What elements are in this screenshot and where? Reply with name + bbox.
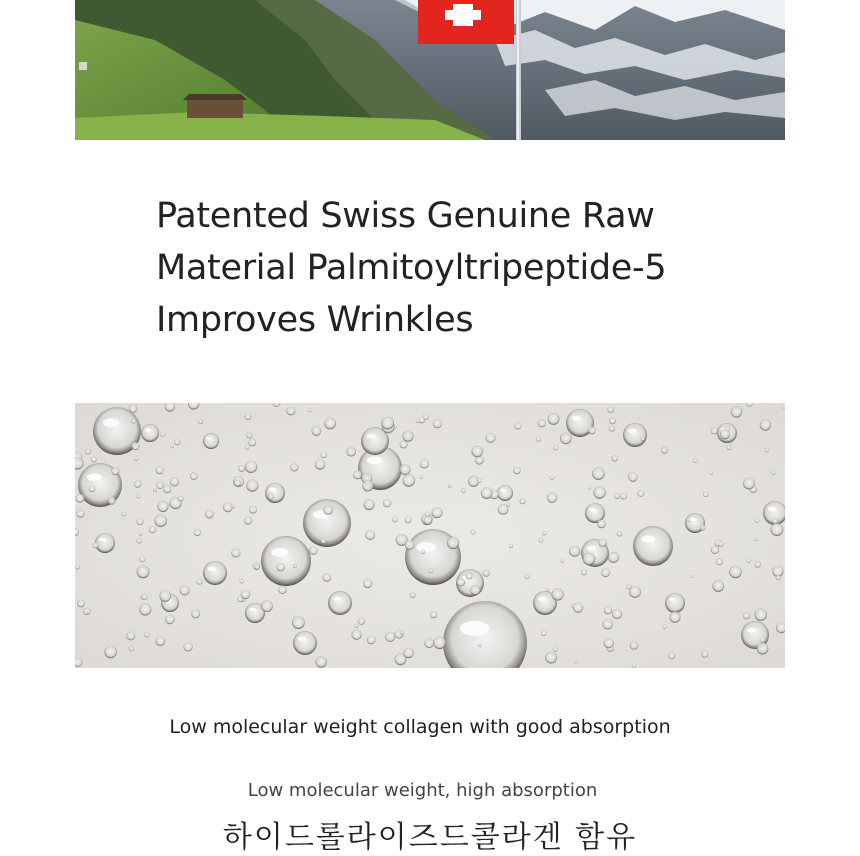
headline-line-3: Improves Wrinkles [156,300,474,340]
caption-main: Low molecular weight collagen with good absorption [169,716,671,738]
caption-korean: 하이드롤라이즈드콜라겐 함유 [222,820,638,855]
bubbles-photo [75,403,785,668]
alps-photo [75,0,785,140]
headline-line-1: Patented Swiss Genuine Raw [156,196,655,236]
headline-line-2: Material Palmitoyltripeptide-5 [156,248,667,288]
headline [156,190,736,346]
caption-sub: Low molecular weight, high absorption [247,780,598,801]
